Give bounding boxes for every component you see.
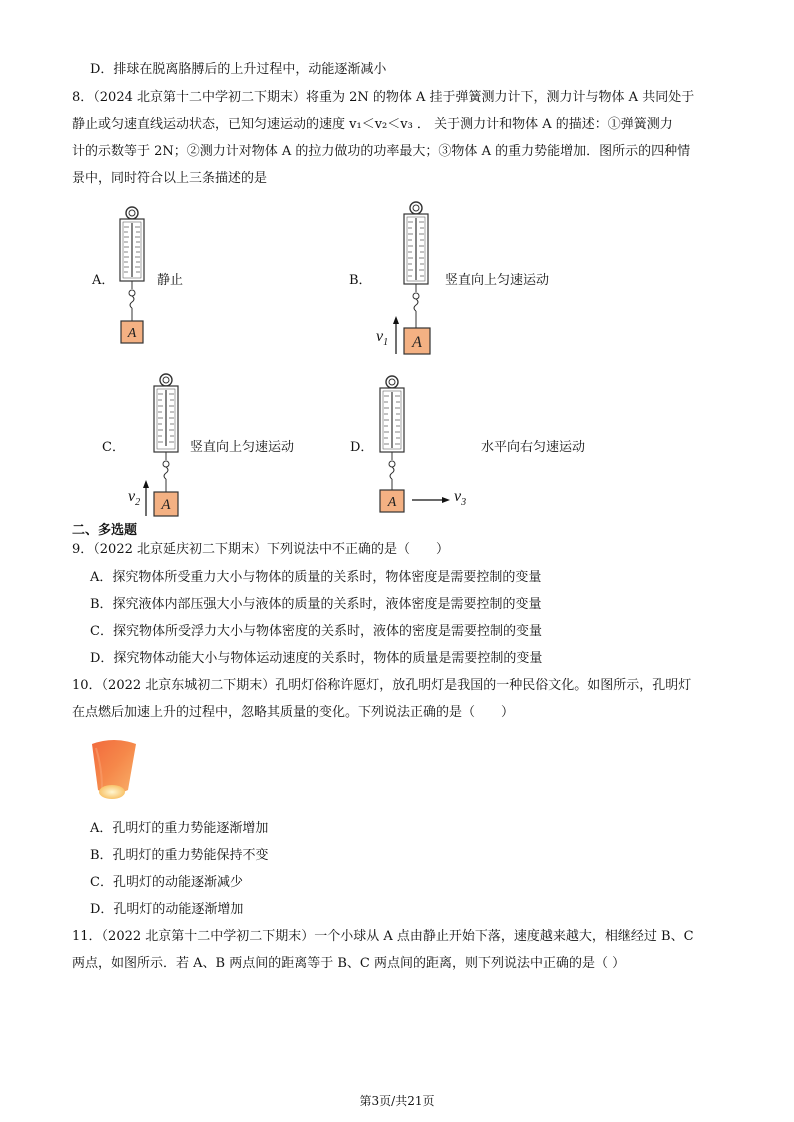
q8-figure-d-box-label: A (387, 495, 397, 510)
q8-option-b-desc: 竖直向上匀速运动 (445, 273, 550, 288)
q8-stem-line-3: 计的示数等于 2N；②测力计对物体 A 的拉力做功的功率最大；③物体 A 的重力势能增加．图所示的四种情 (72, 144, 691, 159)
section-2-title: 二、多选题 (72, 523, 138, 538)
q8-stem-line-4: 景中，同时符合以上三条描述的是 (72, 171, 268, 186)
q8-figure-a-box-label: A (127, 326, 137, 341)
q9-option-a: A．探究物体所受重力大小与物体的质量的关系时，物体密度是需要控制的变量 (90, 570, 542, 585)
q8-figure-c-velocity-label: $v_2$ (128, 488, 141, 509)
q9-option-c: C．探究物体所受浮力大小与物体密度的关系时，液体的密度是需要控制的变量 (90, 624, 542, 639)
q8-stem-line-2: 静止或匀速直线运动状态，已知匀速运动的速度 v₁＜v₂＜v₃ ． 关于测力计和物体 A 的描述：①弹簧测力 (72, 117, 673, 132)
q10-option-c: C．孔明灯的动能逐渐减少 (90, 875, 243, 890)
q8-figure-b-velocity-label: $v_1$ (376, 328, 389, 349)
q8-option-d-desc: 水平向右匀速运动 (481, 440, 586, 455)
q8-figure-d-spring-scale (372, 374, 484, 516)
q8-option-d-letter: D． (350, 440, 374, 455)
q8-stem-line-1: 8．（2024 北京第十二中学初二下期末）将重为 2N 的物体 A 挂于弹簧测力计下，测力计与物体 A 共同处于 (72, 90, 695, 105)
q8-option-a-letter: A． (92, 273, 115, 288)
q9-option-d: D．探究物体动能大小与物体运动速度的关系时，物体的质量是需要控制的变量 (90, 651, 543, 666)
kongming-lantern-image (88, 738, 140, 804)
q8-option-b-letter: B． (349, 273, 372, 288)
q8-figure-c-box-label: A (161, 497, 171, 513)
q8-option-a-desc: 静止 (157, 273, 184, 288)
q7-option-d: D．排球在脱离胳膊后的上升过程中，动能逐渐减小 (90, 62, 387, 77)
q11-stem-line-1: 11．（2022 北京第十二中学初二下期末）一个小球从 A 点由静止开始下落，速度越来越大，相继经过 B、C (72, 929, 694, 944)
q10-option-d: D．孔明灯的动能逐渐增加 (90, 902, 244, 917)
q9-stem: 9．（2022 北京延庆初二下期末）下列说法中不正确的是（ ） (72, 542, 449, 557)
q10-stem-line-2: 在点燃后加速上升的过程中，忽略其质量的变化。下列说法正确的是（ ） (72, 705, 515, 720)
q8-option-c-desc: 竖直向上匀速运动 (190, 440, 295, 455)
q9-option-b: B．探究液体内部压强大小与液体的质量的关系时，液体密度是需要控制的变量 (90, 597, 542, 612)
q11-stem-line-2: 两点，如图所示．若 A、B 两点间的距离等于 B、C 两点间的距离，则下列说法中正确的是（ ） (72, 956, 626, 971)
q8-figure-d-velocity-label: $v_3$ (454, 488, 467, 509)
q10-stem-line-1: 10．（2022 北京东城初二下期末）孔明灯俗称许愿灯，放孔明灯是我国的一种民俗文化。如图所示，孔明灯 (72, 678, 692, 693)
q8-figure-b-box-label: A (412, 334, 422, 351)
q10-option-b: B．孔明灯的重力势能保持不变 (90, 848, 269, 863)
q8-figure-a-spring-scale (112, 205, 156, 347)
page-footer: 第3页/共21页 (359, 1094, 435, 1108)
q10-option-a: A．孔明灯的重力势能逐渐增加 (90, 821, 269, 836)
q8-option-c-letter: C． (102, 440, 125, 455)
